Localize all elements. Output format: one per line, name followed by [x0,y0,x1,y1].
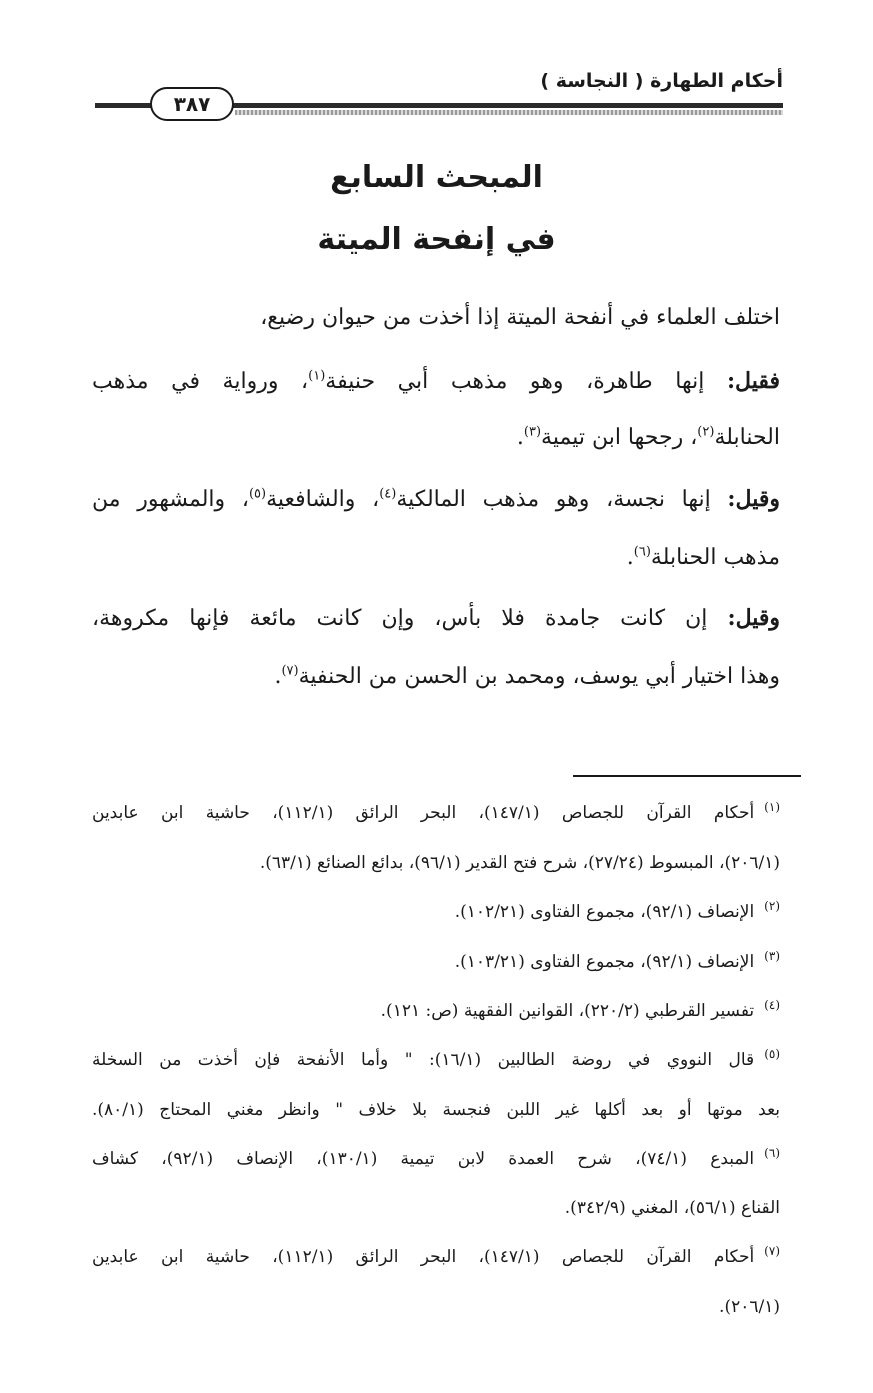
footnote-7-number: (٧) [764,1244,780,1259]
opinion2-line2-end: . [626,545,634,570]
footnote-7-line1 [92,1244,780,1267]
opinion2-line2-text: مذهب الحنابلة [650,545,780,570]
footnote-3 [454,949,780,972]
header-rule-shade [235,110,783,115]
opinion3-line2-end: . [274,664,282,689]
footnote-ref-4: (٤) [379,486,397,502]
footnote-1-line1 [92,800,780,823]
opinion1-line1 [92,368,780,394]
opinion3-lead: وقيل: [727,605,781,631]
footnote-6-line1 [92,1146,780,1169]
footnote-3-text: الإنصاف (٩٢/١)، مجموع الفتاوى (١٠٣/٢١). [454,952,755,972]
footnote-5-text: قال النووي في روضة الطالبين (١٦/١): " وأما الأنفحة فإن أخذت من السخلة [92,1050,755,1070]
opinion1-lead: فقيل: [726,368,781,394]
opinion1-line2-mid: ، رجحها ابن تيمية [541,425,698,450]
footnote-7-line2: (٢٠٦/١). [719,1297,780,1317]
opinion1-text: إنها طاهرة، وهو مذهب أبي حنيفة [325,369,705,394]
footnote-separator [573,775,801,777]
footnote-4-number: (٤) [764,998,780,1013]
running-title: أحكام الطهارة ( النجاسة ) [540,70,783,92]
topic-heading: في إنفحة الميتة [317,222,556,257]
footnote-6-line2: القناع (٥٦/١)، المغني (٣٤٢/٩). [564,1198,780,1218]
footnote-2 [454,899,780,922]
opinion3-line1 [92,605,780,631]
footnote-2-text: الإنصاف (٩٢/١)، مجموع الفتاوى (١٠٢/٢١). [454,902,755,922]
footnote-ref-5: (٥) [248,486,267,502]
opinion3-line2-text: وهذا اختيار أبي يوسف، ومحمد بن الحسن من الحنفية [298,664,780,689]
opinion2-lead: وقيل: [727,486,780,512]
opinion1-line2-end: . [516,425,524,450]
footnote-3-number: (٣) [764,949,780,964]
opinion2-tail: ، والمشهور من [92,487,249,512]
opinion1-tail: ، ورواية في مذهب [92,369,309,394]
footnote-ref-1: (١) [308,368,326,384]
footnote-4-text: تفسير القرطبي (٢٢٠/٢)، القوانين الفقهية (ص: ١٢١). [380,1001,755,1021]
footnote-ref-2: (٢) [697,424,715,440]
footnote-5-line2: بعد موتها أو بعد أكلها غير اللبن فنجسة بلا خلاف " وانظر مغني المحتاج (٨٠/١). [92,1100,780,1120]
intro-paragraph: اختلف العلماء في أنفحة الميتة إذا أخذت من حيوان رضيع، [260,305,780,330]
opinion3-line2 [274,664,780,689]
opinion2-mid: ، والشافعية [266,487,380,512]
footnote-5-line1 [92,1047,781,1070]
footnote-1-line2: (٢٠٦/١)، المبسوط (٢٧/٢٤)، شرح فتح القدير (٩٦/١)، بدائع الصنائع (٦٣/١). [259,853,780,873]
footnote-ref-7: (٧) [281,663,299,679]
footnote-5-number: (٥) [764,1047,781,1062]
footnote-6-number: (٦) [764,1146,780,1161]
footnote-6-text: المبدع (٧٤/١)، شرح العمدة لابن تيمية (١٣٠/١)، الإنصاف (٩٢/١)، كشاف [92,1149,755,1169]
footnote-1-number: (١) [764,800,780,815]
opinion2-text: إنها نجسة، وهو مذهب المالكية [396,487,711,512]
opinion1-line2-text: الحنابلة [714,425,780,450]
page-number: ٣٨٧ [150,87,234,121]
footnote-7-text: أحكام القرآن للجصاص (١٤٧/١)، البحر الرائق (١١٢/١)، حاشية ابن عابدين [92,1247,755,1267]
footnote-4 [380,998,780,1021]
footnote-ref-3: (٣) [523,424,542,440]
opinion2-line1 [92,486,780,512]
footnote-2-number: (٢) [764,899,780,914]
footnote-1-text: أحكام القرآن للجصاص (١٤٧/١)، البحر الرائق (١١٢/١)، حاشية ابن عابدين [92,803,755,823]
opinion3-text: إن كانت جامدة فلا بأس، وإن كانت مائعة فإنها مكروهة، [92,606,708,631]
opinion1-line2 [517,425,780,450]
section-heading: المبحث السابع [330,160,543,195]
opinion2-line2 [627,545,780,570]
footnote-ref-6: (٦) [633,544,651,560]
